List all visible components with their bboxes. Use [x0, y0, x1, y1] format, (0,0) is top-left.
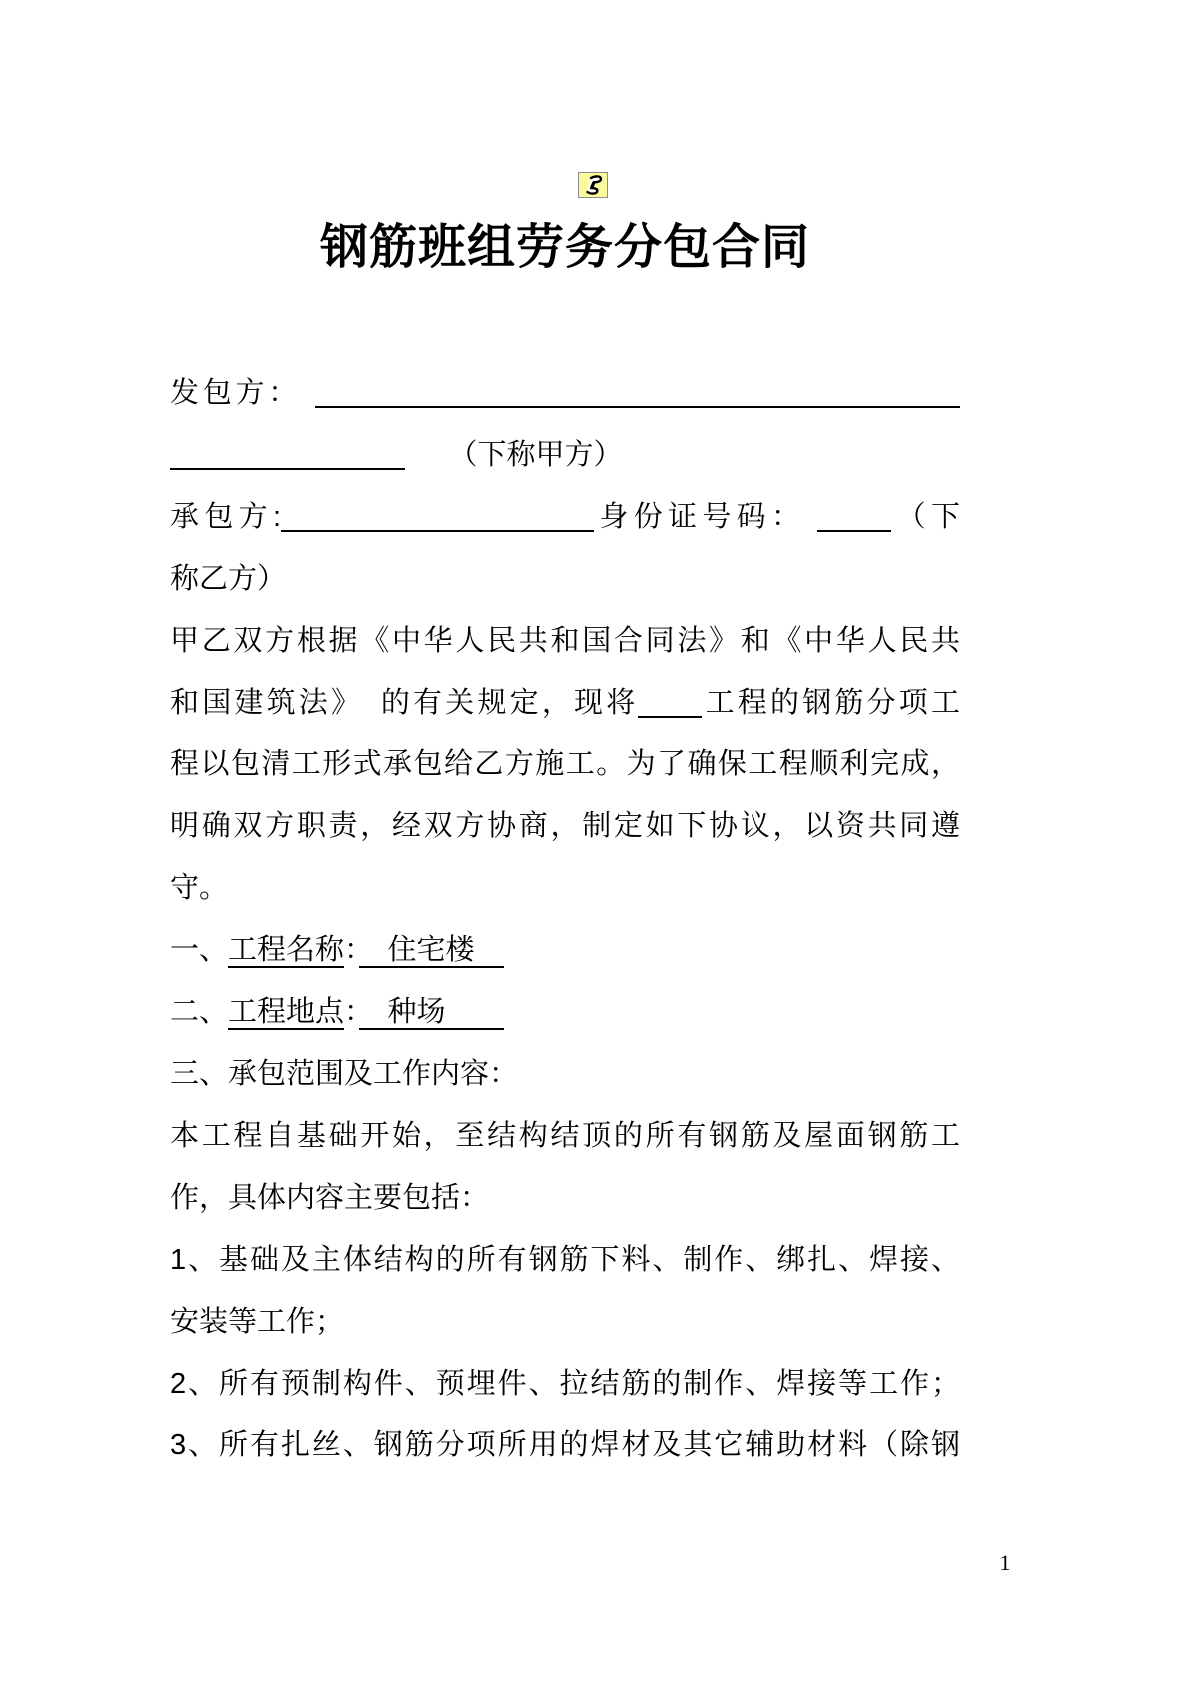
text-segment: 3、所有扎丝、钢筋分项所用的焊材及其它辅助材料（除钢	[170, 1429, 960, 1462]
document-line-1	[170, 363, 960, 425]
document-line-13	[170, 1106, 960, 1168]
document-line-12	[170, 1044, 960, 1106]
document-line-4	[170, 549, 960, 611]
filled-value: 工程名称	[228, 934, 345, 967]
text-segment: 明确双方职责，经双方协商，制定如下协议，以资共同遵	[170, 810, 960, 843]
document-line-6	[170, 673, 960, 735]
filled-value: 工程地点	[228, 996, 345, 1029]
text-segment: 本工程自基础开始，至结构结顶的所有钢筋及屋面钢筋工	[170, 1119, 960, 1152]
blank-field[interactable]	[817, 500, 891, 532]
text-segment: 发包方：	[170, 377, 301, 409]
text-segment: 1、基础及主体结构的所有钢筋下料、制作、绑扎、焊接、	[170, 1243, 960, 1276]
text-segment: 身份证号码：	[594, 500, 806, 533]
text-segment: 承包方:	[170, 500, 282, 533]
text-segment: ：	[344, 934, 359, 967]
document-line-14	[170, 1168, 960, 1230]
text-segment: ：	[344, 996, 359, 1029]
document-line-11	[170, 982, 960, 1044]
text-segment: 工程的钢筋分项工	[702, 686, 960, 719]
document-title: 钢筋班组劳务分包合同	[319, 221, 810, 274]
embedded-object-icon[interactable]	[578, 172, 608, 198]
document-line-8	[170, 796, 960, 858]
document-body	[170, 363, 960, 1477]
document-line-15	[170, 1230, 960, 1292]
blank-field[interactable]	[638, 686, 702, 718]
text-segment: （下	[891, 500, 960, 533]
text-segment: 和国建筑法》 的有关规定，现将	[170, 686, 639, 719]
blank-field[interactable]	[170, 438, 405, 470]
blank-field[interactable]	[281, 500, 594, 532]
text-segment: 称乙方）	[170, 562, 287, 595]
text-segment: 三、承包范围及工作内容：	[170, 1057, 519, 1090]
text-segment: 程以包清工形式承包给乙方施工。为了确保工程顺利完成，	[170, 748, 960, 781]
filled-value: 种场	[358, 996, 504, 1029]
text-segment: 2、所有预制构件、预埋件、拉结筋的制作、焊接等工作；	[170, 1367, 960, 1400]
text-segment: （下称甲方）	[405, 438, 623, 471]
document-line-17	[170, 1354, 960, 1416]
blank-field[interactable]	[315, 376, 960, 408]
document-line-9	[170, 858, 960, 920]
text-segment: 甲乙双方根据《中华人民共和国合同法》和《中华人民共	[170, 624, 960, 657]
text-segment: 守。	[170, 872, 229, 905]
document-line-5	[170, 611, 960, 673]
text-segment: 一、	[170, 934, 229, 967]
document-line-18	[170, 1415, 960, 1477]
filled-value: 住宅楼	[358, 934, 504, 967]
text-segment: 二、	[170, 996, 229, 1029]
document-line-7	[170, 734, 960, 796]
document-line-16	[170, 1292, 960, 1354]
document-line-2	[170, 425, 960, 487]
text-segment: 作，具体内容主要包括：	[170, 1181, 490, 1214]
text-segment: 安装等工作；	[170, 1305, 345, 1338]
document-line-10	[170, 920, 960, 982]
page-number: 1	[999, 1550, 1011, 1575]
document-line-3	[170, 487, 960, 549]
